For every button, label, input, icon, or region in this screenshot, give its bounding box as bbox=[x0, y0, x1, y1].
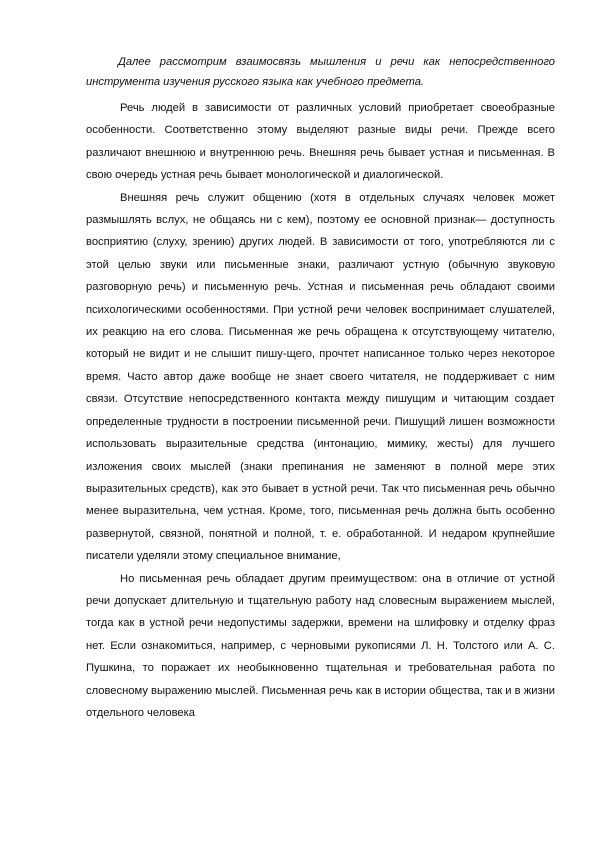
section-heading: Далее рассмотрим взаимосвязь мышления и речи как непосредственного инструмента изучения русского языка как учебного предмета. bbox=[86, 56, 555, 88]
paragraph-speech-types: Речь людей в зависимости от различных условий приобретает своеобразные особенности. Соответственно этому выделяют разные виды речи. Прежде всего различают внешнюю и внутреннюю речь. Внешняя речь бывает устная и письменная. В свою очередь устная речь бывает монологической и диалогической. bbox=[86, 102, 555, 182]
paragraph-written-advantage: Но письменная речь обладает другим преимуществом: она в отличие от устной речи допускает длительную и тщательную работу над словесным выражением мыслей, тогда как в устной речи недопустимы задержки, времени на шлифовку и отделку фраз нет. Если ознакомиться, например, с черновыми рукописями Л. Н. Толстого или А. С. Пушкина, то поражает их необыкновенно тщательная и требовательная работа по словесному выражению мыслей. Письменная речь как в истории общества, так и в жизни отдельного человека bbox=[86, 572, 555, 719]
paragraph-external-speech: Внешняя речь служит общению (хотя в отдельных случаях человек может размышлять вслух, не общаясь ни с кем), поэтому ее основной признак— доступность восприятию (слуху, зрению) других людей. В зависимости от того, употребляются ли с этой целью звуки или письменные знаки, различают устную (обычную звуковую разговорную речь) и письменную речь. Устная и письменная речь обладают своими психологическими особенностями. При устной речи человек воспринимает слушателей, их реакцию на его слова. Письменная же речь обращена к отсутствующему читателю, который не видит и не слышит пишу-щего, прочтет написанное только через некоторое время. Часто автор даже вообще не знает своего читателя, не поддерживает с ним связи. Отсутствие непосредственного контакта между пишущим и читающим создает определенные трудности в построении письменной речи. Пишущий лишен возможности использовать выразительные средства (интонацию, мимику, жесты) для лучшего изложения своих мыслей (знаки препинания не заменяют в полной мере этих выразительных средств), как это бывает в устной речи. Так что письменная речь обычно менее выразительна, чем устная. Кроме, того, письменная речь должна быть особенно развернутой, связной, понятной и полной, т. е. обработанной. И недаром крупнейшие писатели уделяли этому специальное внимание, bbox=[86, 191, 555, 563]
document-page bbox=[86, 52, 555, 724]
